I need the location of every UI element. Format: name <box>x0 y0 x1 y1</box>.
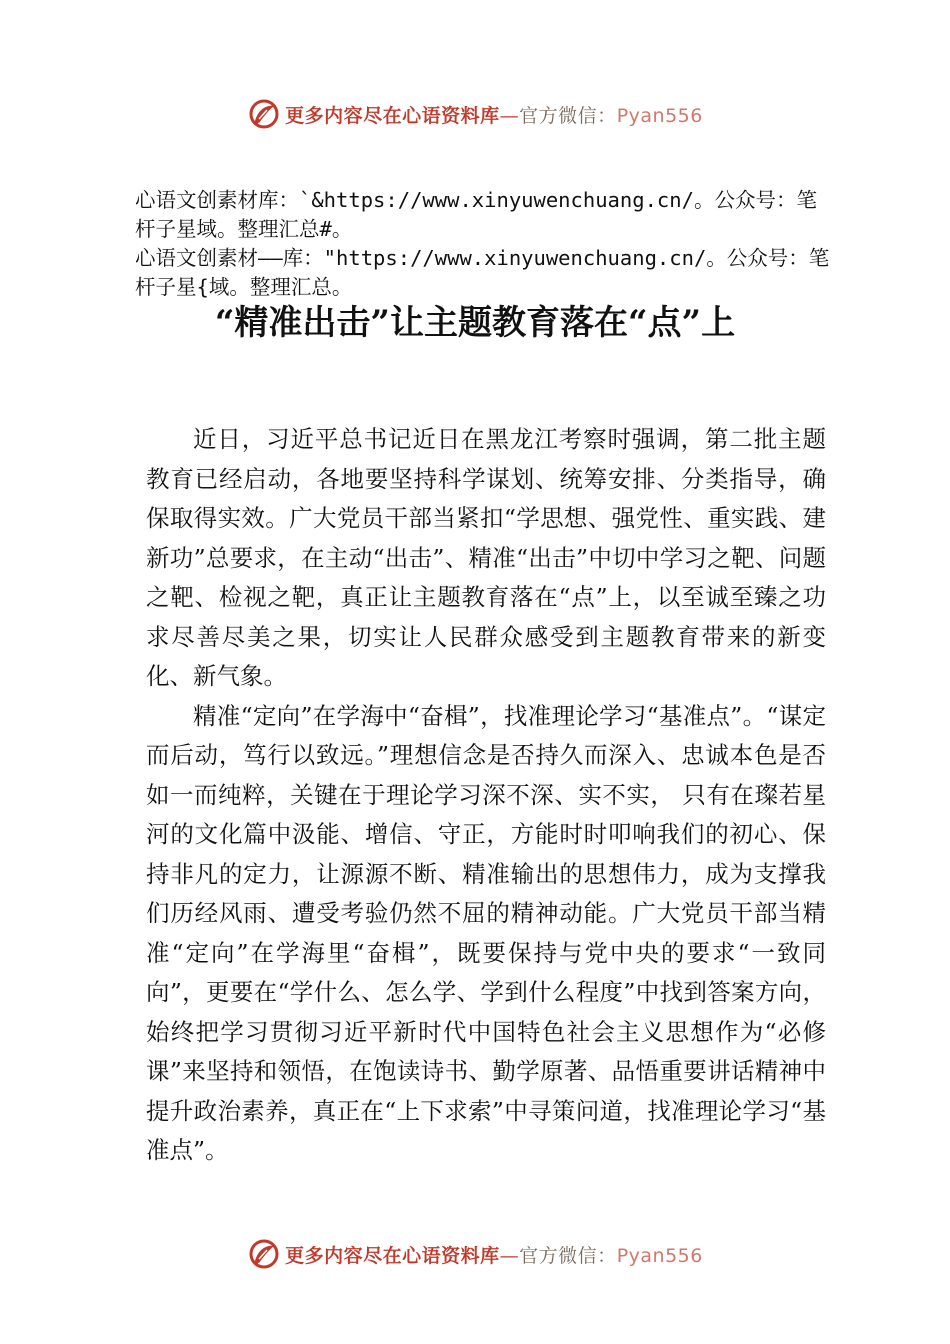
article-body <box>146 420 826 1171</box>
paragraph-1: 近日，习近平总书记近日在黑龙江考察时强调，第二批主题教育已经启动，各地要坚持科学谋划、统筹安排、分类指导，确保取得实效。广大党员干部当紧扣“学思想、强党性、重实践、建新功”总要求，在主动“出击”、精准“出击”中切中学习之靶、问题之靶、检视之靶，真正让主题教育落在“点”上，以至诚至臻之功求尽善尽美之果，切实让人民群众感受到主题教育带来的新变化、新气象。 <box>146 425 826 690</box>
banner-text <box>285 1241 703 1268</box>
source-line-1: 心语文创素材库：`&https://www.xinyuwenchuang.cn/。公众号：笔杆子星域。整理汇总#。 <box>135 188 817 241</box>
pen-nib-logo-icon <box>247 1237 281 1271</box>
banner-main-text: 更多内容尽在心语资料库 <box>285 104 500 127</box>
banner-separator: — <box>499 1244 520 1267</box>
banner-wechat-id: Pyan556 <box>616 1244 703 1267</box>
banner-text <box>285 101 703 128</box>
paragraph-2: 精准“定向”在学海中“奋楫”，找准理论学习“基准点”。“谋定而后动，笃行以致远。”理想信念是否持久而深入、忠诚本色是否如一而纯粹，关键在于理论学习深不深、实不实， 只有在璨若星河的文化篇中汲能、增信、守正，方能时时叩响我们的初心、保持非凡的定力，让源源不断、精准输出的思想伟力，成为支撑我们历经风雨、遭受考验仍然不屈的精神动能。广大党员干部当精准“定向”在学海里“奋楫”，既要保持与党中央的要求“一致同向”，更要在“学什么、怎么学、学到什么程度”中找到答案方向，始终把学习贯彻习近平新时代中国特色社会主义思想作为“必修课”来坚持和领悟，在饱读诗书、勤学原著、品悟重要讲话精神中提升政治素养，真正在“上下求索”中寻策问道，找准理论学习“基准点”。 <box>146 701 826 1164</box>
header-banner <box>0 94 950 134</box>
banner-wechat-label: 官方微信： <box>519 1244 617 1267</box>
banner-main-text: 更多内容尽在心语资料库 <box>285 1244 500 1267</box>
banner-wechat-label: 官方微信： <box>519 104 617 127</box>
banner-separator: — <box>499 104 520 127</box>
banner-wechat-id: Pyan556 <box>616 104 703 127</box>
pen-nib-logo-icon <box>247 97 281 131</box>
source-line-2: 心语文创素材——库："https://www.xinyuwenchuang.cn/。公众号：笔杆子星{域。整理汇总。 <box>135 246 830 299</box>
article-title: “精准出击”让主题教育落在“点”上 <box>214 303 736 343</box>
footer-banner <box>0 1234 950 1274</box>
source-notice <box>135 186 835 302</box>
